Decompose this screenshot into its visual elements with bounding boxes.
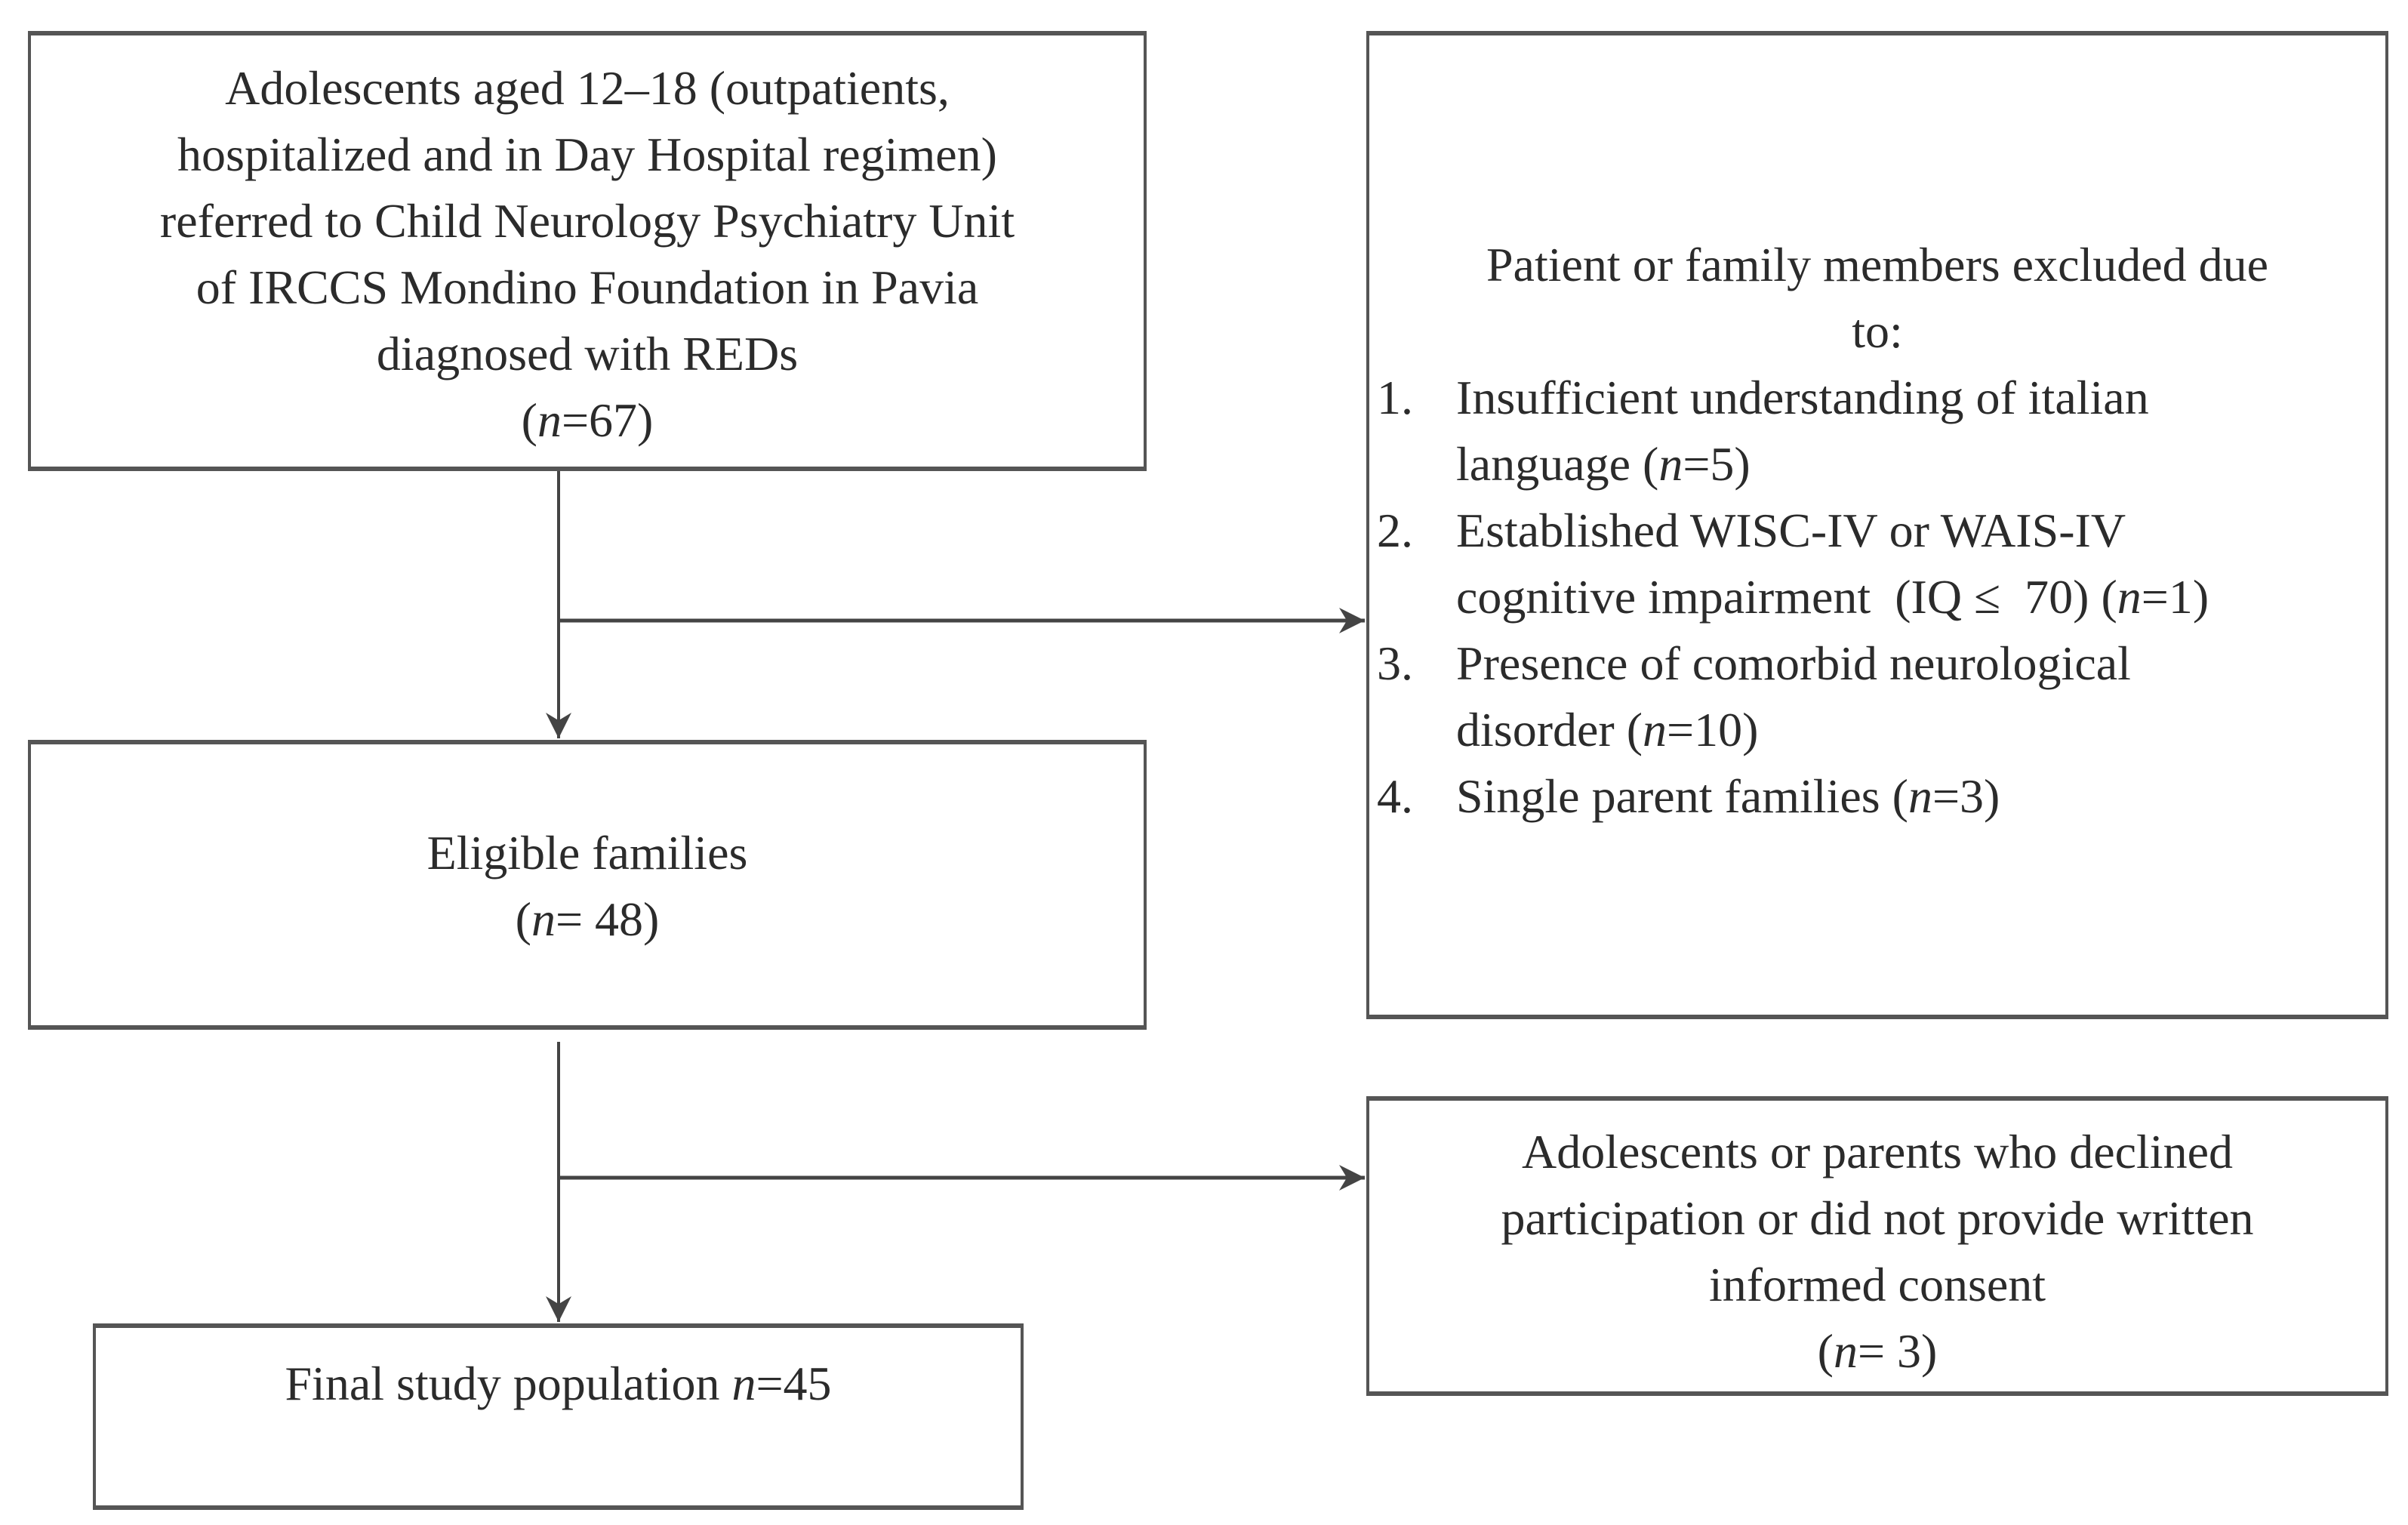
exclusion-item (1377, 630, 2385, 763)
exclusion-item-text: Established WISC-IV or WAIS-IV (1456, 504, 2126, 557)
eligible-count: (n= 48) (515, 892, 660, 946)
declined-count-value: = 3 (1857, 1324, 1922, 1378)
initial-line-2: hospitalized and in Day Hospital regimen) (177, 128, 997, 181)
n-symbol: n (2117, 570, 2142, 624)
excluded-title-line-1: Patient or family members excluded due (1486, 238, 2269, 291)
initial-line-4: of IRCCS Mondino Foundation in Pavia (196, 260, 979, 314)
exclusion-item (1377, 763, 2385, 830)
n-symbol: n (1658, 437, 1683, 491)
declined-count: (n= 3) (1817, 1324, 1938, 1378)
initial-count-value: =67 (561, 393, 638, 447)
final-label (96, 1351, 1021, 1417)
exclusion-item-text: Insufficient understanding of italian (1456, 371, 2149, 424)
eligible-count-value: = 48 (555, 892, 644, 946)
excluded-title-line-2: to: (1852, 304, 1903, 358)
exclusion-item (1377, 498, 2385, 630)
exclusion-item-value: =3) (1932, 769, 2000, 823)
final-label-text: Final study population (285, 1357, 732, 1410)
exclusion-item (1377, 365, 2385, 498)
excluded-box (1366, 31, 2388, 1019)
exclusion-item-text: language ( (1456, 437, 1659, 491)
exclusion-item-count (1456, 697, 2385, 763)
exclusion-item-count (1456, 763, 2385, 830)
exclusion-item-text: Single parent families ( (1456, 769, 1908, 823)
n-symbol: n (731, 1357, 756, 1410)
exclusion-item-count (1456, 564, 2385, 630)
initial-cohort-box (28, 31, 1147, 471)
declined-line-3: informed consent (1708, 1258, 2046, 1311)
n-symbol: n (531, 892, 556, 946)
excluded-title (1369, 232, 2385, 365)
exclusion-criteria-list (1369, 365, 2385, 830)
exclusion-item-number: 3. (1377, 636, 1413, 690)
exclusion-item-number: 2. (1377, 504, 1413, 557)
n-symbol: n (1643, 703, 1667, 756)
initial-line-1: Adolescents aged 12–18 (outpatients, (225, 61, 950, 115)
exclusion-item-text: disorder ( (1456, 703, 1643, 756)
initial-line-3: referred to Child Neurology Psychiatry Unit (159, 194, 1015, 248)
declined-line-2: participation or did not provide written (1501, 1191, 2254, 1245)
initial-line-5: diagnosed with REDs (376, 327, 799, 380)
exclusion-item-value: =1) (2141, 570, 2209, 624)
exclusion-item-number: 1. (1377, 371, 1413, 424)
exclusion-item-number: 4. (1377, 769, 1413, 823)
eligible-label: Eligible families (426, 826, 748, 880)
declined-line-1: Adolescents or parents who declined (1522, 1125, 2233, 1178)
n-symbol: n (1908, 769, 1932, 823)
exclusion-item-count (1456, 431, 2385, 498)
exclusion-item-text: Presence of comorbid neurological (1456, 636, 2131, 690)
exclusion-item-text: cognitive impairment (IQ ≤ 70) ( (1456, 570, 2117, 624)
initial-count: (n=67) (521, 393, 654, 447)
final-count-value: =45 (756, 1357, 832, 1410)
exclusion-item-value: =5) (1683, 437, 1751, 491)
n-symbol: n (537, 393, 562, 447)
final-population-box (93, 1323, 1024, 1510)
eligible-families-box (28, 740, 1147, 1030)
exclusion-item-value: =10) (1667, 703, 1759, 756)
declined-box (1366, 1096, 2388, 1396)
n-symbol: n (1833, 1324, 1858, 1378)
